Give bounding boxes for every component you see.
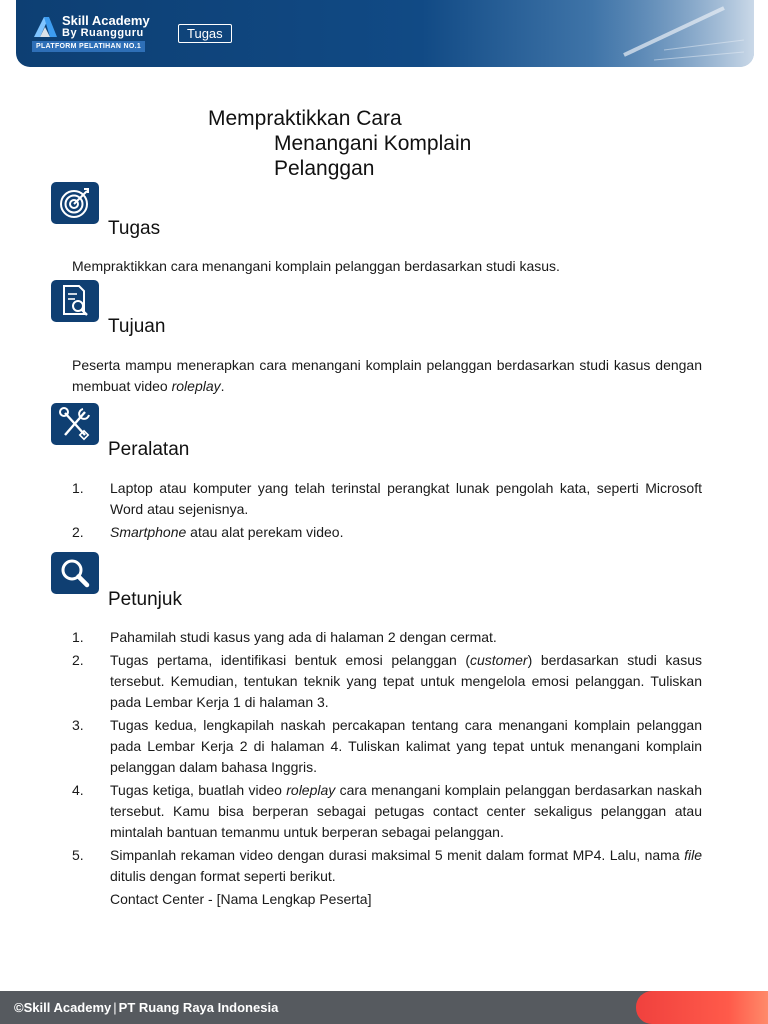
tujuan-text: Peserta mampu menerapkan cara menangani komplain pelanggan berdasarkan studi kasus dengan membuat video <box>72 357 702 394</box>
list-number: 2. <box>72 652 84 668</box>
list-number: 1. <box>72 480 84 496</box>
list-text: ) berdasarkan studi kasus tersebut. Kemudian, tentukan teknik yang tepat untuk mengelola emosi pelanggan. Tuliskan pada Lembar Kerja 1 di halaman 3. <box>110 652 702 710</box>
list-text: cara menangani komplain pelanggan berdasarkan naskah tersebut. Kamu bisa berperan sebagai petugas contact center sekaligus pelanggan atau mintalah bantuan temanmu untuk berperan sebagai pelanggan. <box>110 782 702 840</box>
document-search-icon <box>51 280 99 322</box>
list-number: 3. <box>72 717 84 733</box>
brand-tagline: PLATFORM PELATIHAN NO.1 <box>32 41 145 52</box>
list-item <box>72 627 702 648</box>
list-item <box>72 715 702 778</box>
page-title-line-1: Mempraktikkan Cara <box>208 107 402 130</box>
list-text: Tugas kedua, lengkapilah naskah percakapan tentang cara menangani komplain pelanggan pada Lembar Kerja 2 di halaman 4. Tuliskan kalimat yang tepat untuk menangani komplain pelanggan dalam bahasa Inggris. <box>110 717 702 775</box>
list-emphasis: customer <box>470 652 528 668</box>
magnifier-icon <box>51 552 99 594</box>
list-emphasis: roleplay <box>286 782 336 798</box>
list-text: atau alat perekam video. <box>186 524 344 540</box>
list-text: Tugas pertama, identifikasi bentuk emosi pelanggan ( <box>110 652 470 668</box>
footer-company: PT Ruang Raya Indonesia <box>118 1000 279 1015</box>
filename-format: Contact Center - [Nama Lengkap Peserta] <box>110 891 372 907</box>
list-item <box>72 650 702 713</box>
tugas-description: Mempraktikkan cara menangani komplain pelanggan berdasarkan studi kasus. <box>72 258 560 274</box>
list-emphasis: Smartphone <box>110 524 187 540</box>
list-number: 2. <box>72 524 84 540</box>
page-title <box>208 106 471 181</box>
list-text: ditulis dengan format seperti berikut. <box>110 868 336 884</box>
brand-title: Skill Academy <box>62 13 150 28</box>
list-text: Tugas ketiga, buatlah video <box>110 782 287 798</box>
footer-bar <box>0 991 768 1024</box>
tools-icon <box>51 403 99 445</box>
page-title-line-2: Menangani Komplain <box>274 132 472 155</box>
list-text: Pahamilah studi kasus yang ada di halaman 2 dengan cermat. <box>110 629 497 645</box>
skill-academy-logo-icon <box>32 15 58 39</box>
section-title-peralatan: Peralatan <box>108 439 190 460</box>
pen-writing-decoration-icon <box>604 0 754 67</box>
section-title-petunjuk: Petunjuk <box>108 589 182 610</box>
list-emphasis: file <box>684 847 702 863</box>
brand-subtitle: By Ruangguru <box>62 27 144 39</box>
list-text: Simpanlah rekaman video dengan durasi maksimal 5 menit dalam format MP4. Lalu, nama <box>110 847 685 863</box>
page-title-line-3: Pelanggan <box>274 157 375 180</box>
doc-type-badge: Tugas <box>178 24 232 43</box>
footer-accent-shape <box>636 991 768 1024</box>
section-title-tujuan: Tujuan <box>108 316 166 337</box>
list-number: 5. <box>72 847 84 863</box>
list-text: Laptop atau komputer yang telah terinstal perangkat lunak pengolah kata, seperti Microsoft Word atau sejenisnya. <box>110 480 702 517</box>
list-item <box>72 780 702 843</box>
header-banner <box>16 0 754 67</box>
footer-copyright <box>14 1000 278 1015</box>
petunjuk-list <box>72 627 702 912</box>
section-title-tugas: Tugas <box>108 218 161 239</box>
tujuan-text-end: . <box>220 378 225 394</box>
list-item <box>72 845 702 910</box>
footer-separator: | <box>113 1000 117 1015</box>
target-icon <box>51 182 99 224</box>
peralatan-list <box>72 478 702 545</box>
list-item <box>72 522 702 543</box>
list-number: 4. <box>72 782 84 798</box>
footer-brand: ©Skill Academy <box>14 1000 112 1015</box>
tujuan-description <box>72 355 702 397</box>
list-item <box>72 478 702 520</box>
tujuan-emphasis: roleplay <box>171 378 221 394</box>
list-number: 1. <box>72 629 84 645</box>
